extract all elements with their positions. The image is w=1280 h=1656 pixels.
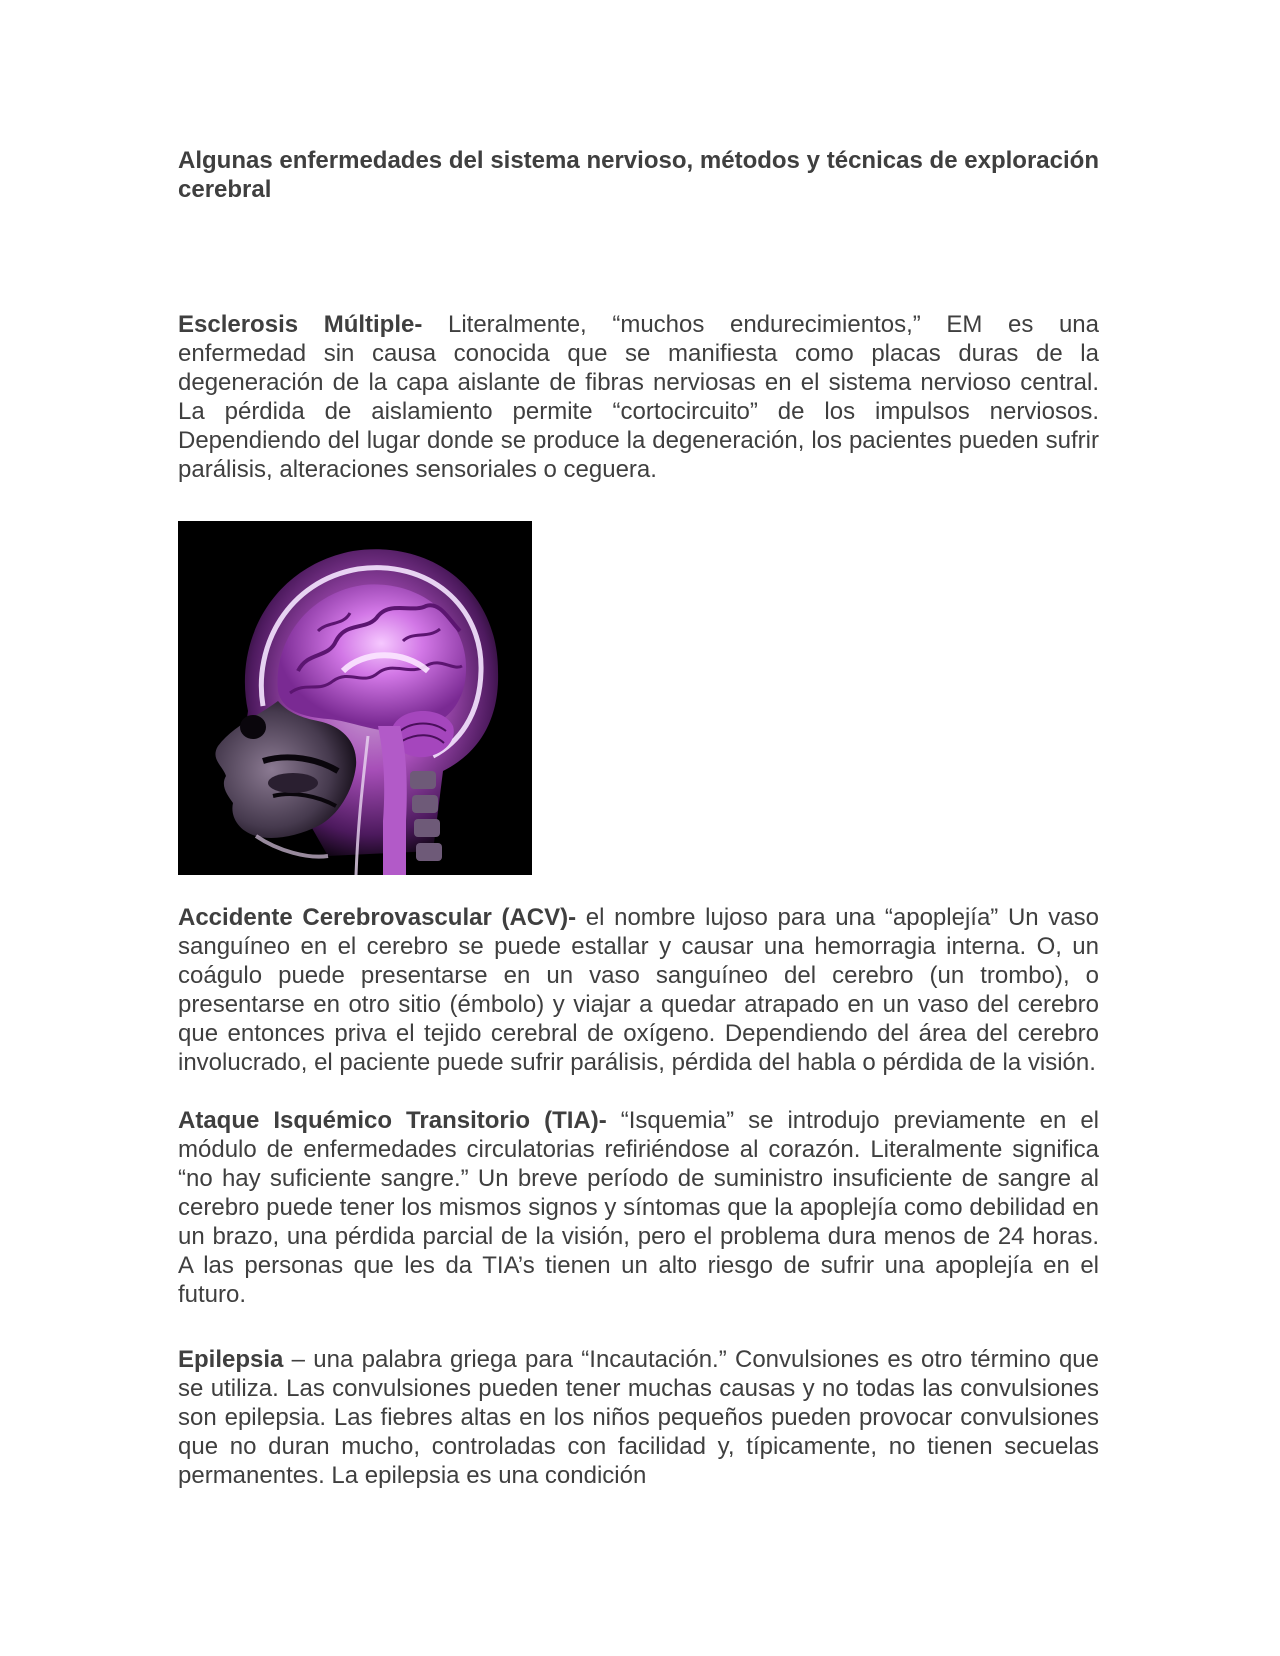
term-accidente-cerebrovascular: Accidente Cerebrovascular (ACV)-	[178, 904, 577, 931]
text-ataque-isquemico-transitorio: “Isquemia” se introdujo previamente en el módulo de enfermedades circulatorias refiriéndose al corazón. Literalmente significa “no hay suficiente sangre.” Un breve período de suministro insuficiente de sangre al cerebro puede tener los mismos signos y síntomas que la apoplejía como debilidad en un brazo, una pérdida parcial de la visión, pero el problema dura menos de 24 horas. A las personas que les da TIA’s tienen un alto riesgo de sufrir una apoplejía en el futuro.	[178, 1107, 1100, 1308]
term-ataque-isquemico-transitorio: Ataque Isquémico Transitorio (TIA)-	[178, 1107, 607, 1134]
paragraph-epilepsia	[178, 1345, 1099, 1493]
text-esclerosis-multiple: Literalmente, “muchos endurecimientos,” EM es una enfermedad sin causa conocida que se manifiesta como placas duras de la degeneración de la capa aislante de fibras nerviosas en el sistema nervioso central. La pérdida de aislamiento permite “cortocircuito” de los impulsos nerviosos. Dependiendo del lugar donde se produce la degeneración, los pacientes pueden sufrir parálisis, alteraciones sensoriales o ceguera.	[178, 311, 1099, 483]
term-epilepsia: Epilepsia	[178, 1346, 284, 1373]
brain-mri-image	[178, 521, 532, 875]
term-esclerosis-multiple: Esclerosis Múltiple-	[178, 311, 423, 338]
paragraph-ataque-isquemico-transitorio	[178, 1106, 1099, 1309]
page-title: Algunas enfermedades del sistema nervioso, métodos y técnicas de exploración cerebral	[178, 147, 1099, 203]
paragraph-esclerosis-multiple	[178, 310, 1099, 484]
text-accidente-cerebrovascular: el nombre lujoso para una “apoplejía” Un vaso sanguíneo en el cerebro se puede estallar y causar una hemorragia interna. O, un coágulo puede presentarse en un vaso sanguíneo del cerebro (un trombo), o presentarse en otro sitio (émbolo) y viajar a quedar atrapado en un vaso del cerebro que entonces priva el tejido cerebral de oxígeno. Dependiendo del área del cerebro involucrado, el paciente puede sufrir parálisis, pérdida del habla o pérdida de la visión.	[178, 904, 1099, 1076]
text-epilepsia: – una palabra griega para “Incautación.” Convulsiones es otro término que se utiliza. Las convulsiones pueden tener muchas causas y no todas las convulsiones son epilepsia. Las fiebres altas en los niños pequeños pueden provocar convulsiones que no duran mucho, controladas con facilidad y, típicamente, no tienen secuelas permanentes. La epilepsia es una condición	[178, 1346, 1099, 1489]
brain-mri-drawing	[178, 521, 532, 875]
paragraph-accidente-cerebrovascular	[178, 903, 1099, 1077]
